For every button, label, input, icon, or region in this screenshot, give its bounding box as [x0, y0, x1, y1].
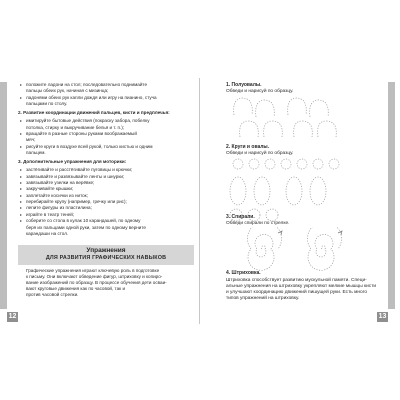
list-item: ▸ ладонями обеих рук капли дождя или игру на пианино, стуча	[18, 95, 194, 101]
banner-title: Упражнения	[86, 247, 126, 255]
top-list	[18, 82, 194, 107]
section-banner	[18, 245, 194, 265]
spiral-shape	[248, 227, 282, 270]
semi-oval-shape	[264, 121, 283, 137]
page-number-left: 12	[8, 313, 17, 320]
list-item: ▸ рисуйте круги в воздухе всей рукой, только кистью и одним	[18, 144, 194, 150]
page-gutter	[199, 78, 200, 324]
list-item: ▸ завязывайте узелки на верёвке;	[18, 180, 194, 186]
semi-oval-shape	[234, 98, 253, 115]
list-item: беря их пальцами одной руки, затем по одному верните	[26, 224, 146, 230]
section-3-list	[18, 167, 194, 237]
circle-shape	[281, 159, 291, 169]
exercise-4-title: 4. Штриховка.	[226, 270, 261, 276]
list-item: пальцы обеих рук, начиная с мизинца;	[26, 88, 109, 94]
right-page	[226, 82, 382, 314]
list-item: ▸ завязывайте и развязывайте ленты и шнурки;	[18, 174, 194, 180]
circle-shape	[265, 159, 275, 169]
list-item: пальцем.	[26, 150, 46, 156]
list-item: мяч;	[26, 137, 36, 143]
circle-shape	[313, 159, 323, 169]
list-item: ▸ лепите фигуры из пластилина;	[18, 205, 194, 211]
list-item: ▸ закручивайте крышки;	[18, 186, 194, 192]
oval-shape	[310, 177, 326, 205]
section-2-list	[18, 118, 194, 156]
exercise-4-text	[226, 278, 382, 302]
list-item: ▸ соберите со стола в кулак 10 карандашей, по одному	[18, 218, 194, 224]
spiral-tracing-area	[226, 227, 382, 271]
exercise-1	[226, 82, 382, 139]
exercise-3	[226, 214, 382, 271]
arrow-icon	[278, 231, 282, 235]
semi-oval-shape	[310, 100, 329, 117]
left-page	[18, 82, 194, 314]
list-item: ▸ положите ладони на стол; последовательно поднимайте	[18, 82, 194, 88]
list-item: ▸ заплетайте косички из ниток;	[18, 193, 194, 199]
semi-oval-tracing-area	[226, 95, 382, 139]
arrow-icon	[338, 231, 342, 235]
exercise-1-title: 1. Полуовалы.	[226, 82, 262, 88]
paragraph-line: альные упражнения на штриховку укрепляют мелкие мышцы кисти	[226, 284, 377, 289]
semi-oval-shape	[288, 98, 307, 115]
circle-shape	[233, 159, 243, 169]
paragraph-line: вание изображений по образцу. В процессе обучения дети осваи-	[26, 280, 167, 286]
semi-oval-shape	[256, 100, 275, 117]
paragraph-line: типов упражнений на штриховку.	[226, 296, 300, 301]
right-edge-bar	[388, 82, 395, 309]
list-item: карандаши на стол.	[26, 231, 69, 237]
exercise-1-instructions: Обведи и нарисуй по образцу.	[226, 89, 294, 94]
list-item: ▸ играйте в театр теней;	[18, 212, 194, 218]
oval-shape	[254, 177, 270, 205]
section-2-title: 2. Развитие координации движений пальцев, кисти и предплечья:	[18, 110, 170, 116]
semi-oval-shape	[318, 121, 337, 137]
banner-subtitle: ДЛЯ РАЗВИТИЯ ГРАФИЧЕСКИХ НАВЫКОВ	[45, 254, 167, 261]
circle-shape	[329, 159, 339, 169]
exercise-4	[226, 270, 382, 302]
paragraph-line: к письму. Они включают обведение фигур, штриховку и копиро-	[26, 274, 163, 280]
paragraph-line: Штриховка способствует развитию мускульной памяти. Специ-	[226, 278, 367, 283]
exercise-2	[226, 144, 382, 223]
spiral-shape	[308, 227, 342, 270]
oval-shape	[230, 177, 246, 205]
exercise-2-instructions: Обведи и нарисуй по образцу.	[226, 151, 294, 156]
exercise-3-instructions: Обведи спирали по стрелке.	[226, 221, 290, 226]
exercise-3-title: 3. Спирали.	[226, 214, 255, 220]
paragraph-line: против часовой стрелки.	[26, 292, 79, 298]
paragraph-line: вают круговые движения как по часовой, так и	[26, 286, 126, 292]
list-item: ▸ перебирайте крупу (например, гречку или рис);	[18, 199, 194, 205]
paragraph-line: и улучшают координацию движений пишущей руки. Есть много	[226, 290, 368, 295]
circle-shape	[297, 159, 307, 169]
list-item: ▸ застёгивайте и расстёгивайте пуговицы и крючки;	[18, 167, 194, 173]
section-3-title: 3. Дополнительные упражнения для моторики:	[18, 159, 127, 165]
paragraph-line: Графические упражнения играют ключевую роль в подготовке	[26, 268, 160, 274]
circle-shape	[249, 159, 259, 169]
list-item: ▸ имитируйте бытовые действия (покраску забора, побелку	[18, 118, 194, 124]
semi-oval-shape	[240, 121, 259, 137]
exercise-2-title: 2. Круги и овалы.	[226, 144, 270, 150]
list-item: ▸ вращайте в разные стороны руками воображаемый	[18, 131, 194, 137]
semi-oval-shape	[294, 121, 313, 137]
left-edge-bar	[0, 82, 7, 309]
intro-paragraph	[18, 268, 194, 298]
oval-shape	[286, 177, 302, 205]
list-item: пальцами по столу.	[26, 101, 68, 107]
page-number-right: 13	[378, 313, 387, 320]
list-item: потолка, стирку и выкручивание белья и т. п.);	[26, 124, 125, 130]
